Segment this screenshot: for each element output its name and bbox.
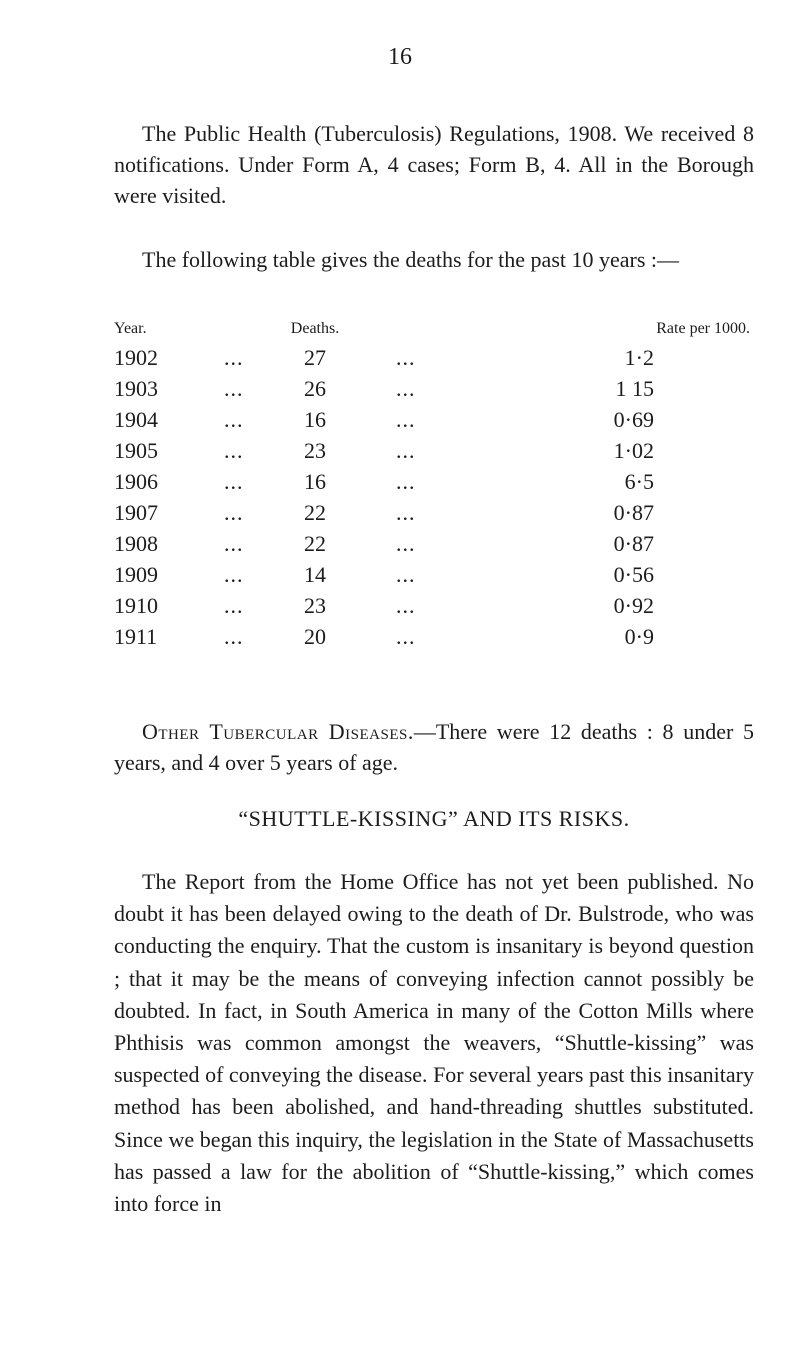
table-row: [114, 590, 754, 621]
regulations-paragraph: The Public Health (Tuberculosis) Regulations, 1908. We received 8 notifications. Under Form A, 4 cases; Form B, 4. All in the Borough were visited.: [114, 121, 754, 208]
cell-year: 1909: [114, 562, 158, 587]
cell-year: 1904: [114, 407, 158, 432]
cell-leader: ...: [396, 407, 416, 432]
cell-rate: 0·56: [613, 562, 654, 587]
cell-deaths: 23: [304, 593, 326, 618]
cell-leader: ...: [396, 531, 416, 556]
cell-deaths: 20: [304, 624, 326, 649]
cell-leader: ...: [396, 438, 416, 463]
table-row: [114, 559, 754, 590]
header-year: Year.: [114, 320, 147, 337]
deaths-table: [114, 320, 754, 652]
cell-year: 1911: [114, 624, 158, 649]
cell-rate: 1 15: [615, 376, 654, 401]
table-row: [114, 528, 754, 559]
cell-leader: ...: [396, 562, 416, 587]
other-diseases-label: Other Tubercular Diseases.: [142, 719, 414, 744]
page-number: 16: [388, 44, 412, 70]
table-row: [114, 621, 754, 652]
cell-rate: 6·5: [624, 469, 654, 494]
cell-leader: ...: [396, 500, 416, 525]
cell-leader: ...: [224, 593, 244, 618]
cell-leader: ...: [224, 500, 244, 525]
cell-rate: 0·87: [613, 531, 654, 556]
cell-year: 1908: [114, 531, 158, 556]
cell-leader: ...: [396, 593, 416, 618]
other-diseases-text: —There were 12 deaths : 8 under 5 years, and 4 over 5 years of age.: [114, 719, 754, 775]
table-row: [114, 497, 754, 528]
cell-leader: ...: [224, 469, 244, 494]
report-paragraph: The Report from the Home Office has not yet been published. No doubt it has been delayed owing to the death of Dr. Bulstrode, who was conducting the enquiry. That the custom is insanitary is beyond question ; that it may be the means of conveying infection cannot possibly be doubted. In fact, in South America in many of the Cotton Mills where Phthisis was common amongst the weavers, “Shuttle-kissing” was suspected of conveying the disease. For several years past this insanitary method has been abolished, and hand-threading shuttles substituted. Since we began this inquiry, the legislation in the State of Massachusetts has passed a law for the abolition of “Shuttle-kissing,” which comes into force in: [114, 869, 754, 1217]
cell-year: 1902: [114, 345, 158, 370]
cell-rate: 1·02: [613, 438, 654, 463]
table-row: [114, 466, 754, 497]
cell-leader: ...: [396, 376, 416, 401]
cell-leader: ...: [224, 345, 244, 370]
cell-leader: ...: [224, 407, 244, 432]
cell-deaths: 22: [304, 531, 326, 556]
cell-rate: 0·9: [624, 624, 654, 649]
cell-deaths: 22: [304, 500, 326, 525]
cell-leader: ...: [224, 531, 244, 556]
cell-rate: 0·87: [613, 500, 654, 525]
cell-deaths: 26: [304, 376, 326, 401]
table-header-row: [114, 320, 754, 342]
header-rate: Rate per 1000.: [656, 320, 750, 337]
cell-year: 1903: [114, 376, 158, 401]
cell-year: 1905: [114, 438, 158, 463]
cell-leader: ...: [224, 562, 244, 587]
cell-year: 1906: [114, 469, 158, 494]
cell-year: 1907: [114, 500, 158, 525]
cell-deaths: 16: [304, 469, 326, 494]
cell-leader: ...: [224, 376, 244, 401]
cell-leader: ...: [396, 624, 416, 649]
table-intro-paragraph: The following table gives the deaths for the past 10 years :—: [142, 247, 680, 272]
cell-rate: 0·69: [613, 407, 654, 432]
cell-deaths: 23: [304, 438, 326, 463]
table-row: [114, 435, 754, 466]
table-row: [114, 342, 754, 373]
cell-leader: ...: [224, 624, 244, 649]
cell-deaths: 14: [304, 562, 326, 587]
cell-rate: 0·92: [613, 593, 654, 618]
cell-leader: ...: [224, 438, 244, 463]
cell-rate: 1·2: [624, 345, 654, 370]
cell-year: 1910: [114, 593, 158, 618]
table-row: [114, 404, 754, 435]
header-deaths: Deaths.: [290, 320, 340, 337]
cell-leader: ...: [396, 469, 416, 494]
table-row: [114, 373, 754, 404]
cell-leader: ...: [396, 345, 416, 370]
cell-deaths: 27: [304, 345, 326, 370]
other-diseases-paragraph: [114, 716, 754, 778]
table-body: [114, 342, 754, 652]
section-heading: “SHUTTLE-KISSING” AND ITS RISKS.: [238, 806, 630, 831]
cell-deaths: 16: [304, 407, 326, 432]
